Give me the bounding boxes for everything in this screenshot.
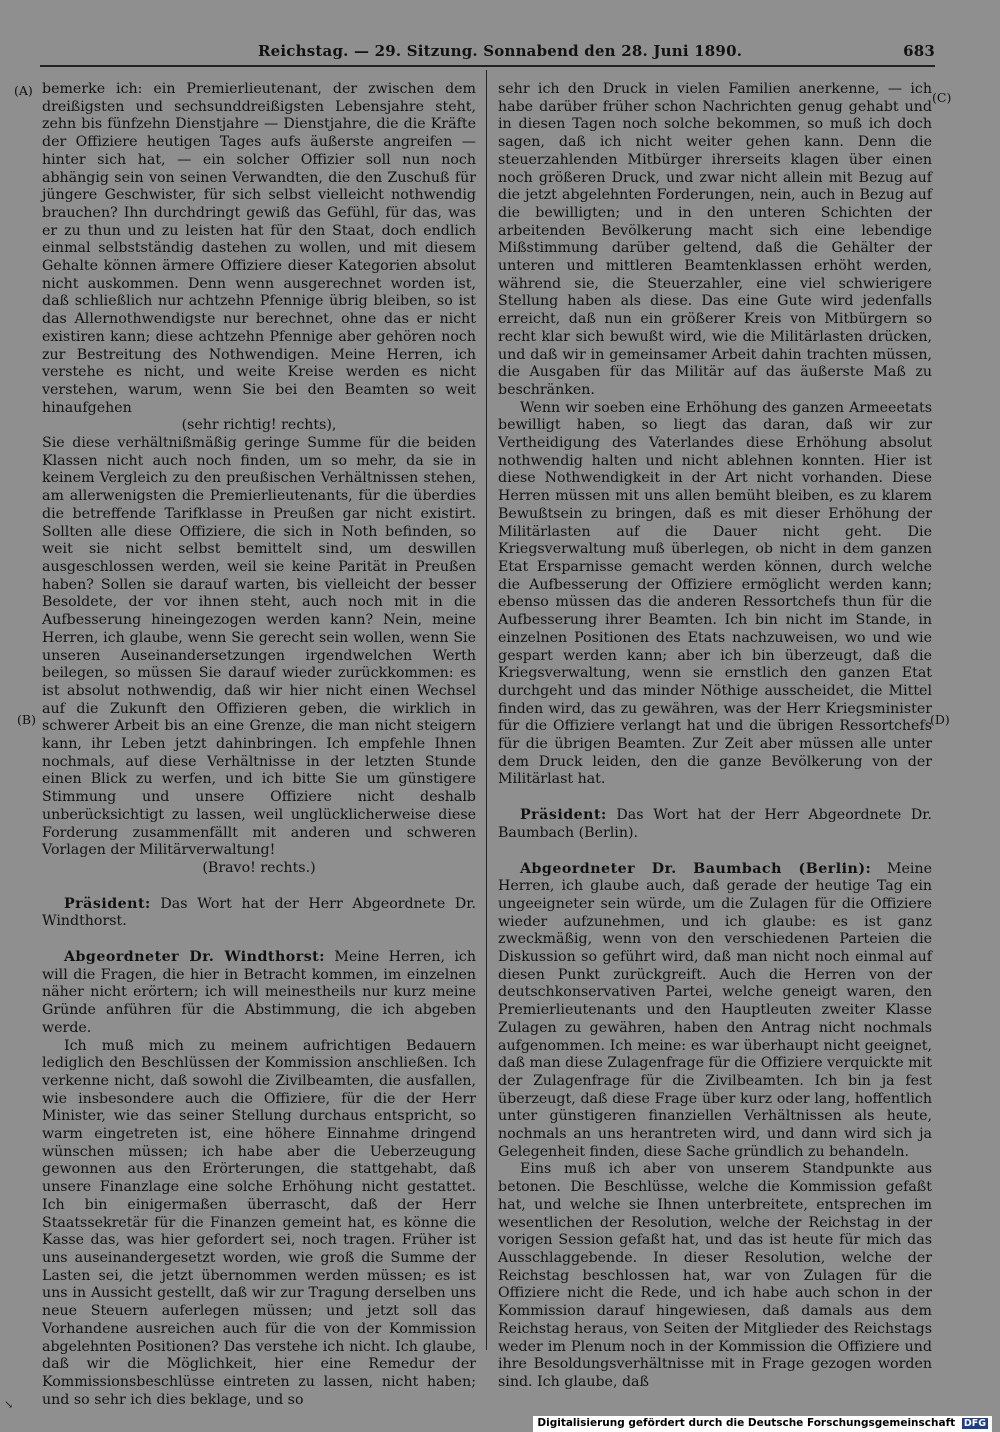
- credit-text: Digitalisierung gefördert durch die Deutsche Forschungsgemeinschaft: [537, 1417, 956, 1429]
- paragraph: bemerke ich: ein Premierlieutenant, der zwischen dem dreißigsten und sechsunddreißigsten Lebensjahre steht, zehn bis fünfzehn Dienstjahre — Dienstjahre, die die Kräfte der Offiziere heutigen Tages aufs äußerste angreifen — hinter sich hat, — ein solcher Offizier soll nun noch abhängig sein von seinen Verwandten, die den Zuschuß für jüngere Geschwister, für sich selbst vielleicht nothwendig brauchen? Ihn durchdringt gewiß das Gefühl, für das, was er zu thun und zu leisten hat für den Staat, doch endlich einmal selbstständig dastehen zu wollen, und mit diesem Gehalte können ärmere Offiziere dieser Kategorien absolut nicht auskommen. Denn wenn ausgerechnet worden ist, daß schließlich nur achtzehn Pfennige übrig bleiben, so ist das Allernothwendigste nur berechnet, ohne das er nicht existiren kann; diese achtzehn Pfennige aber gehören noch zur Bestreitung des Nothwendigen. Meine Herren, ich verstehe es nicht, und weite Kreise werden es nicht verstehen, warum, wenn Sie bei den Beamten so weit hinaufgehen: [42, 81, 476, 416]
- right-column: [498, 81, 932, 1392]
- page-number: 683: [903, 42, 935, 60]
- speaker-name: Präsident:: [520, 807, 607, 824]
- page-header: [40, 42, 935, 66]
- paragraph: Sie diese verhältnißmäßig geringe Summe für die beiden Klassen nicht auch noch finden, um so mehr, da sie in keinem Vergleich zu den preußischen Verhältnissen stehen, am allerwenigsten die Premierlieutenants, für die überdies die betreffende Tarifklasse in Preußen gar nicht existirt. Sollten alle diese Offiziere, die sich in Noth befinden, so weit sie nicht selbst bemittelt sind, um deswillen ausgeschlossen werden, weil sie keine Parität in Preußen haben? Sollen sie darauf warten, bis vielleicht der besser Besoldete, der vor ihnen steht, auch noch mit in die Aufbesserung hineingezogen werden kann? Nein, meine Herren, ich glaube, wenn Sie gerecht sein wollen, wenn Sie unseren Auseinandersetzungen irgendwelchen Werth beilegen, so müssen Sie darauf wieder zurückkommen: es ist absolut nothwendig, daß wir hier nicht einen Wechsel auf die Zukunft den Offizieren geben, die wirklich in schwerer Arbeit bis an eine Grenze, die man nicht steigern kann, ihr Leben jetzt dahinbringen. Ich empfehle Ihnen nochmals, auf diese Verhältnisse in der letzten Stunde einen Blick zu werfen, und ich bitte Sie um günstigere Stimmung und unsere Offiziere nicht deshalb unberücksichtigt zu lassen, weil unglücklicherweise diese Forderung zusammenfällt mit anderen und schweren Vorlagen der Militärverwaltung!: [42, 435, 476, 859]
- speaker-paragraph: Präsident: Das Wort hat der Herr Abgeordnete Dr. Windthorst.: [42, 895, 476, 930]
- paragraph: sehr ich den Druck in vielen Familien anerkenne, — ich habe darüber früher schon Nachrichten genug gehabt und in diesen Tagen noch solche bekommen, so muß ich doch sagen, daß ich nicht weiter gehen kann. Denn die steuerzahlenden Mitbürger ihrerseits klagen über einen noch größeren Druck, und zwar nicht allein mit Bezug auf die jetzt abgelehnten Forderungen, nein, auch in Bezug auf die bewilligten; und in den unteren Schichten der arbeitenden Bevölkerung macht sich eine lebendige Mißstimmung darüber geltend, daß die Gehälter der unteren und mittleren Beamtenklassen erhöht werden, während sie, die Steuerzahler, eine viel schwierigere Stellung haben als diese. Das eine Gute wird jedenfalls erreicht, daß nun ein größerer Kreis von Mitbürgern so recht klar sich bewußt wird, wie die Militärlasten drücken, und daß wir in gemeinsamer Arbeit dahin trachten müssen, die Ausgaben für das Militär auf das äußerste Maß zu beschränken.: [498, 81, 932, 398]
- speaker-paragraph: Präsident: Das Wort hat der Herr Abgeordnete Dr. Baumbach (Berlin).: [498, 807, 932, 841]
- speaker-paragraph: Abgeordneter Dr. Windthorst: Meine Herren, ich will die Fragen, die hier in Betracht kommen, im einzelnen näher nicht erörtern; ich will meinestheils nur kurz meine Gründe anführen für die Abstimmung, die ich abgeben werde.: [42, 949, 476, 1036]
- paragraph: Ich muß mich zu meinem aufrichtigen Bedauern lediglich den Beschlüssen der Kommission anschließen. Ich verkenne nicht, daß sowohl die Zivilbeamten, die ausfallen, wie insbesondere auch die Offiziere, für die der Herr Minister, wie das seiner Stellung durchaus entspricht, so warm eingetreten ist, eine höhere Einnahme dringend wünschen müssen; ich habe aber die Ueberzeugung gewonnen aus den Erörterungen, die stattgehabt, daß unsere Finanzlage eine solche Erhöhung nicht gestattet. Ich bin einigermaßen überrascht, daß der Herr Staatssekretär für die Finanzen gemeint hat, es könne die Kasse das, was hier gefordert sei, noch tragen. Früher ist uns auseinandergesetzt worden, wie groß die Summe der Lasten sei, die jetzt übernommen werden müssen; es ist uns in Aussicht gestellt, daß wir zur Tragung derselben uns neue Steuern auferlegen müssen; und jetzt soll das Vorhandene ausreichen auch für die von der Kommission abgelehnten Positionen? Das verstehe ich nicht. Ich glaube, daß wir die Möglichkeit, hier eine Remedur der Kommissionsbeschlüsse eintreten zu lassen, nicht haben; und so sehr ich dies beklage, und so: [42, 1037, 476, 1408]
- interjection: (sehr richtig! rechts),: [181, 417, 337, 434]
- scan-corner-mark: ↘: [4, 1398, 14, 1411]
- dfg-logo: DFG: [963, 1418, 986, 1429]
- speaker-name: Abgeordneter Dr. Windthorst:: [64, 949, 325, 966]
- margin-marker-a: (A): [14, 83, 33, 98]
- paragraph: Wenn wir soeben eine Erhöhung des ganzen Armeeetats bewilligt haben, so liegt das daran, daß wir zur Vertheidigung des Vaterlandes diese Erhöhung absolut nothwendig halten und nicht ablehnen konnten. Hier ist diese Nothwendigkeit in der Art nicht vorhanden. Diese Herren müssen mit uns allen bemüht bleiben, es zu klarem Bewußtsein zu bringen, daß es mit dieser Erhöhung der Militärlasten auf die Dauer nicht geht. Die Kriegsverwaltung muß überlegen, ob nicht in dem ganzen Etat Ersparnisse gemacht werden können, durch welche die Aufbesserung der Offiziere ermöglicht werden kann; ebenso müssen das die anderen Ressortchefs thun für die Aufbesserung ihrer Beamten. Ich bin nicht im Stande, in einzelnen Positionen des Etats nachzuweisen, wo und wie gespart werden kann; aber ich bin überzeugt, daß die Kriegsverwaltung, wenn sie ernstlich den ganzen Etat durchgeht und das minder Nöthige ausscheidet, die Mittel finden wird, das zu gewähren, was der Herr Kriegsminister für die Offiziere verlangt hat und die übrigen Ressortchefs für die übrigen Beamten. Zur Zeit aber müssen alle unter dem Druck leiden, den die ganze Bevölkerung von der Militärlast hat.: [498, 399, 932, 788]
- speaker-paragraph: Abgeordneter Dr. Baumbach (Berlin): Meine Herren, ich glaube auch, daß gerade der heutige Tag ein ungeeigneter sein würde, um die Zulagen für die Offiziere wieder aufzunehmen, und ich glaube: es ist ganz zweckmäßig, wenn von den verschiedenen Parteien die Diskussion so geführt wird, daß man nicht noch einmal auf diesen Punkt zurückgreift. Auch die Herren von der deutschkonservativen Partei, welche geneigt waren, den Premierlieutenants und den Hauptleuten zweiter Klasse Zulagen zu gewähren, haben den Antrag nicht nochmals aufgenommen. Ich meine: es war überhaupt nicht geeignet, daß man diese Zulagenfrage für die Offiziere verquickte mit der Zulagenfrage für die Zivilbeamten. Ich bin ja fest überzeugt, daß diese Frage über kurz oder lang, hoffentlich unter günstigeren finanziellen Verhältnissen als heute, nochmals an uns herantreten wird, und dann wird sich ja Gelegenheit finden, diese Sache gründlich zu behandeln.: [498, 860, 932, 1160]
- paragraph: Eins muß ich aber von unserem Standpunkte aus betonen. Die Beschlüsse, welche die Kommission gefaßt hat, und welche sie Ihnen unterbreitete, entsprechen im wesentlichen der Resolution, welche der Reichstag in der vorigen Session gefaßt hat, und das ist heute für mich das Ausschlaggebende. In dieser Resolution, welche der Reichstag beschlossen hat, war von Zulagen für die Offiziere nicht die Rede, und ich habe auch schon in der Kommission darauf hingewiesen, daß damals aus dem Reichstag heraus, von Seiten der Mitglieder des Reichstags weder im Plenum noch in der Kommission die Offiziere und ihre Besoldungsverhältnisse mit in Frage gezogen worden sind. Ich glaube, daß: [498, 1161, 932, 1390]
- running-title: Reichstag. — 29. Sitzung. Sonnabend den 28. Juni 1890.: [258, 42, 743, 60]
- margin-marker-c: (C): [932, 90, 952, 105]
- margin-marker-b: (B): [17, 712, 36, 727]
- digitization-credit: [533, 1416, 992, 1432]
- header-rule: [40, 65, 935, 67]
- interjection: (Bravo! rechts.): [202, 859, 316, 876]
- column-divider: [486, 70, 487, 1350]
- speaker-name: Abgeordneter Dr. Baumbach (Berlin):: [520, 860, 872, 877]
- left-column: [42, 81, 476, 1409]
- speaker-name: Präsident:: [64, 895, 151, 912]
- margin-marker-d: (D): [930, 712, 950, 727]
